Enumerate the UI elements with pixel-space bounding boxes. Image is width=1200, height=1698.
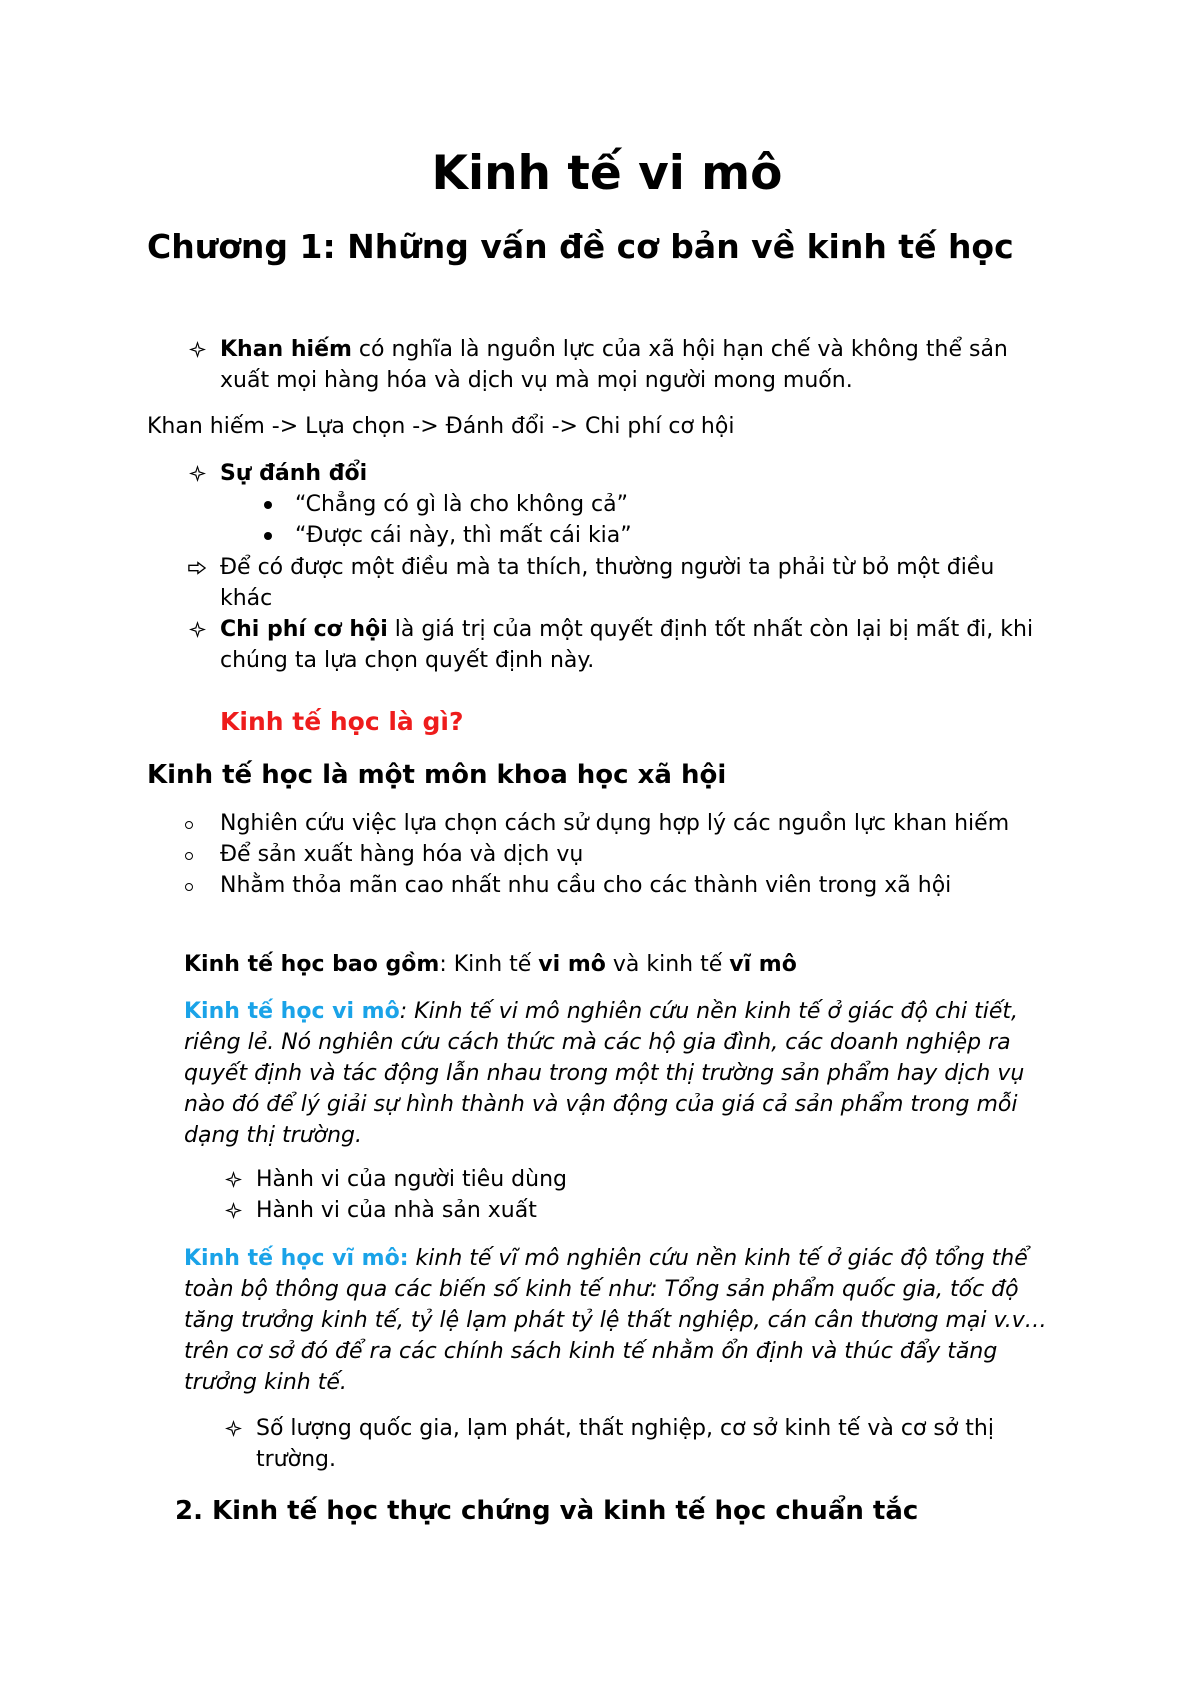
list-item: Để sản xuất hàng hóa và dịch vụ <box>220 839 1050 870</box>
bullet-dot-icon <box>264 501 272 509</box>
circle-bullet-icon <box>185 821 193 829</box>
circle-bullet-icon <box>185 883 193 891</box>
macroeconomics-paragraph <box>184 1243 1064 1398</box>
scarcity-text: có nghĩa là nguồn lực của xã hội hạn chế và không thể sản xuất mọi hàng hóa và dịch vụ mà mọi người mong muốn. <box>220 337 1008 393</box>
what-is-economics-heading: Kinh tế học là gì? <box>220 707 464 736</box>
tradeoff-section <box>220 458 1050 676</box>
list-item: Hành vi của người tiêu dùng <box>256 1164 1056 1195</box>
tradeoff-heading: Sự đánh đổi <box>220 461 368 486</box>
tradeoff-bullet: “Chẳng có gì là cho không cả” <box>295 492 629 517</box>
includes-micro: vi mô <box>538 952 606 977</box>
list-item: Số lượng quốc gia, lạm phát, thất nghiệp, cơ sở kinh tế và cơ sở thị trường. <box>256 1413 1046 1475</box>
social-science-heading: Kinh tế học là một môn khoa học xã hội <box>147 760 727 790</box>
microeconomics-text: : Kinh tế vi mô nghiên cứu nền kinh tế ở giác độ chi tiết, riêng lẻ. Nó nghiên cứu cách thức mà các hộ gia đình, các doanh nghiệp ra quyết định và tác động lẫn nhau trong một thị trường sản phẩm hay dịch vụ nào đó để lý giải sự hình thành và vận động của giá cả sản phẩm trong mỗi dạng thị trường. <box>184 999 1025 1148</box>
opportunity-cost-term: Chi phí cơ hội <box>220 617 388 642</box>
diamond-bullet-icon <box>221 1195 245 1226</box>
diamond-bullet-icon <box>185 614 209 645</box>
tradeoff-conclusion: Để có được một điều mà ta thích, thường người ta phải từ bỏ một điều khác <box>220 555 995 611</box>
diamond-bullet-icon <box>221 1164 245 1195</box>
chapter-heading: Chương 1: Những vấn đề cơ bản về kinh tế học <box>147 227 1014 266</box>
list-item: Nghiên cứu việc lựa chọn cách sử dụng hợp lý các nguồn lực khan hiếm <box>220 808 1050 839</box>
list-item: Hành vi của nhà sản xuất <box>256 1195 1056 1226</box>
macroeconomics-text: kinh tế vĩ mô nghiên cứu nền kinh tế ở giác độ tổng thể toàn bộ thông qua các biến số kinh tế như: Tổng sản phẩm quốc gia, tốc độ tăng trưởng kinh tế, tỷ lệ lạm phát tỷ lệ thất nghiệp, cán cân thương mại v.v… trên cơ sở đó để ra các chính sách kinh tế nhằm ổn định và thúc đẩy tăng trưởng kinh tế. <box>184 1246 1047 1395</box>
includes-label: Kinh tế học bao gồm <box>184 952 440 977</box>
social-science-list <box>220 808 1050 901</box>
document-title: Kinh tế vi mô <box>431 146 783 201</box>
opportunity-cost-text: là giá trị của một quyết định tốt nhất còn lại bị mất đi, khi chúng ta lựa chọn quyết định này. <box>220 617 1034 673</box>
scarcity-chain <box>147 411 1047 442</box>
macroeconomics-term: Kinh tế học vĩ mô: <box>184 1246 409 1271</box>
microeconomics-list <box>256 1164 1056 1226</box>
microeconomics-term: Kinh tế học vi mô <box>184 999 400 1024</box>
economics-includes: Kinh tế học bao gồm: Kinh tế vi mô và kinh tế vĩ mô <box>184 952 797 977</box>
scarcity-item <box>220 334 1050 396</box>
bullet-dot-icon <box>264 532 272 540</box>
diamond-bullet-icon <box>221 1413 245 1444</box>
microeconomics-paragraph <box>184 996 1064 1151</box>
scarcity-chain-text: Khan hiếm -> Lựa chọn -> Đánh đổi -> Chi phí cơ hội <box>147 414 735 439</box>
tradeoff-bullet: “Được cái này, thì mất cái kia” <box>295 523 632 548</box>
includes-macro: vĩ mô <box>729 952 797 977</box>
diamond-bullet-icon <box>185 334 209 365</box>
circle-bullet-icon <box>185 852 193 860</box>
list-item: Nhằm thỏa mãn cao nhất nhu cầu cho các thành viên trong xã hội <box>220 870 1050 901</box>
hollow-arrow-icon <box>185 552 209 583</box>
list-item <box>220 489 1050 520</box>
section-2-heading: 2. Kinh tế học thực chứng và kinh tế học chuẩn tắc <box>175 1496 919 1526</box>
scarcity-term: Khan hiếm <box>220 337 352 362</box>
list-item <box>220 520 1050 551</box>
macroeconomics-list <box>256 1413 1046 1475</box>
diamond-bullet-icon <box>185 458 209 489</box>
